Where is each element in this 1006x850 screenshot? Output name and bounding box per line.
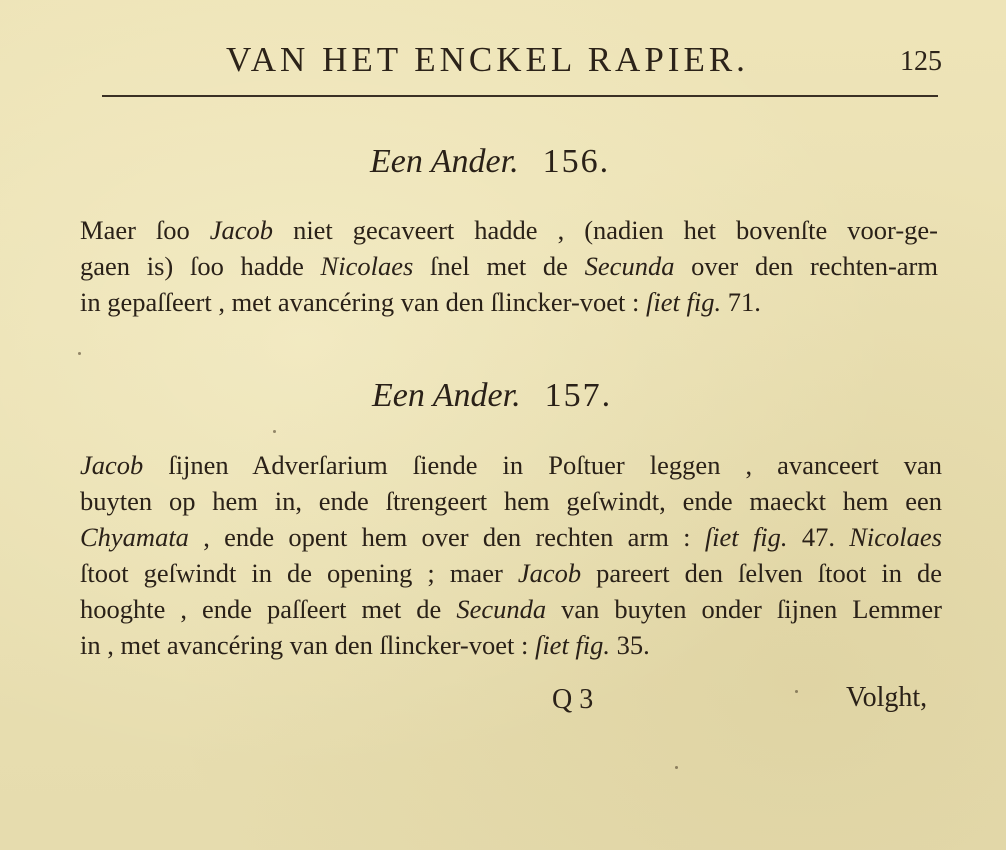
italic-term: Jacob [80,450,144,480]
text-line [80,284,938,320]
section-heading-157 [372,377,612,415]
text-run: niet gecaveert hadde , (nadien het bovenſte voor-ge- [273,215,938,245]
text-run: pareert den ſelven ſtoot in de [581,558,942,588]
show-through-text [108,132,115,162]
text-line [80,555,942,591]
text-run: gaen is) ſoo hadde [80,251,321,281]
italic-term: Nicolaes [320,251,414,281]
text-run: buyten op hem in, ende ſtrengeert hem geſwindt, ende maeckt hem een [80,486,942,516]
running-title: VAN HET ENCKEL RAPIER. [226,40,749,79]
text-run: in gepaſſeert , met avancéring van den ſlincker-voet : [80,287,647,317]
italic-term: ſiet fig. [534,630,611,660]
show-through-text [118,330,125,360]
header-rule [102,95,938,97]
italic-term: Nicolaes [849,522,942,552]
text-run: van buyten onder ſijnen Lemmer [546,594,942,624]
text-run: over den rechten-arm [674,251,938,281]
text-run: 35. [610,630,650,660]
paper-speck [273,430,276,433]
text-run: ſtoot geſwindt in de opening ; maer [80,558,518,588]
text-line [80,248,938,284]
text-line [80,627,942,663]
text-run: in , met avancéring van den ſlincker-voet : [80,630,535,660]
section-heading-156 [370,143,610,181]
italic-term: Jacob [209,215,274,245]
text-run: ſnel met de [413,251,585,281]
italic-term: ſiet fig. [704,522,788,552]
signature-mark: Q 3 [552,684,594,715]
catchword: Volght, [846,682,928,713]
running-head [0,40,1006,80]
text-line [80,447,942,483]
paper-speck [675,766,678,769]
section-heading-label: Een Ander. [372,377,521,414]
page-number: 125 [900,46,942,77]
text-run: Maer ſoo [80,215,210,245]
text-run: 47. [787,522,850,552]
section-number: 156. [542,143,611,180]
text-line [80,591,942,627]
text-run: hooghte , ende paſſeert met de [80,594,457,624]
italic-term: Secunda [456,594,547,624]
italic-term: Jacob [517,558,582,588]
section-heading-label: Een Ander. [370,143,519,180]
paper-speck [795,690,798,693]
text-line [80,483,942,519]
italic-term: Secunda [584,251,675,281]
paragraph-157 [80,447,942,663]
text-run: 71. [721,287,761,317]
paragraph-156 [80,212,938,320]
text-line [80,519,942,555]
section-number: 157. [544,377,613,414]
italic-term: ſiet fig. [646,287,722,317]
text-run: ſijnen Adverſarium ſiende in Poſtuer leggen , avanceert van [143,450,942,480]
italic-term: Chyamata [80,522,189,552]
paper-speck [78,352,81,355]
text-run: , ende opent hem over den rechten arm : [188,522,705,552]
text-line [80,212,938,248]
